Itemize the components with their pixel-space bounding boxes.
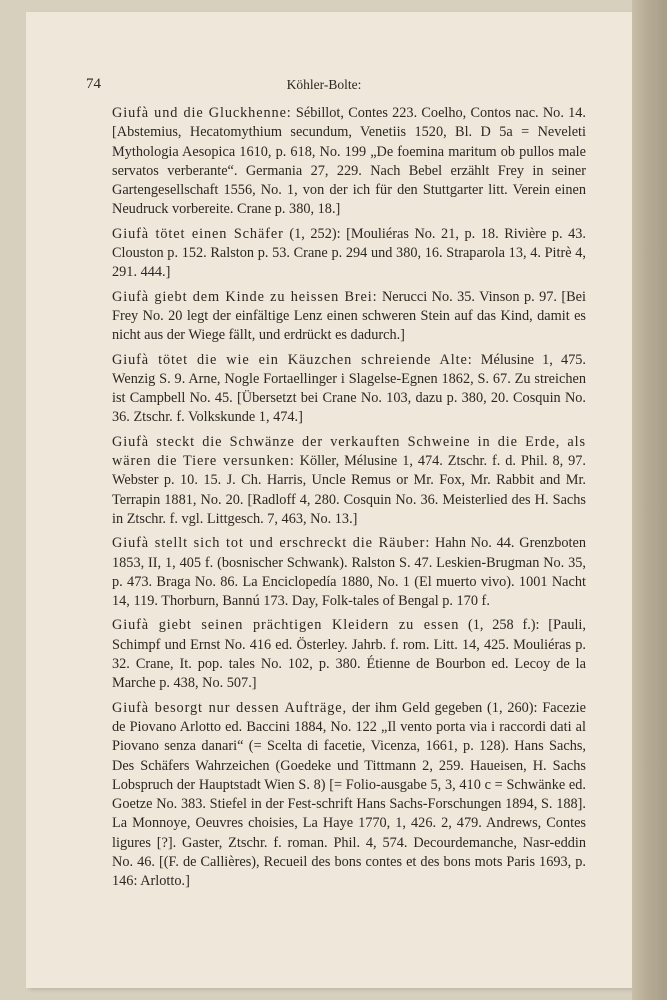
entry-kaeuzchen (112, 351, 586, 428)
entry-heading: Giufà steckt die Schwänze der verkauften Schweine in die Erde, als wären die Tiere versunken: (112, 433, 586, 470)
entry-gluckhenne (112, 104, 586, 220)
entry-text: Köller, Mélusine 1, 474. Ztschr. f. d. Phil. 8, 97. Webster p. 10. 15. J. Ch. Harris, Uncle Remus or Mr. Fox, Mr. Rabbit and Mr. Terrapin 1881, No. 20. [Radloff 4, 280. Cosquin No. 36. Meisterlied des H. Sachs in Ztschr. f. vgl. Littgesch. 7, 463, No. 13.] (112, 453, 586, 527)
entry-heading: Giufà besorgt nur dessen Aufträge, (112, 699, 348, 716)
page-number: 74 (86, 76, 101, 92)
entry-raeuber (112, 534, 586, 611)
entry-heading: Giufà giebt seinen prächtigen Kleidern zu essen (112, 617, 460, 634)
page-header (86, 76, 562, 96)
entry-text: Mélusine 1, 475. Wenzig S. 9. Arne, Nogle Fortaellinger i Slagelse-Egnen 1862, S. 67. Zu streichen ist Campbell No. 45. [Übersetzt bei Crane No. 103, dazu p. 380, 20. Cosquin No. 36. Ztschr. f. Volkskunde 1, 474.] (112, 351, 586, 426)
entry-text: Hahn No. 44. Grenzboten 1853, II, 1, 405 f. (bosnischer Schwank). Ralston S. 47. Leskien-Brugman No. 35, p. 473. Braga No. 86. La Enciclopedía 1880, No. 1 (El muerto vivo). 1001 Nacht 14, 119. Thorburn, Bannú 173. Day, Folk-tales of Bengal p. 170 f. (112, 535, 586, 610)
entry-text: der ihm Geld gegeben (1, 260): Facezie de Piovano Arlotto ed. Baccini 1884, No. 122 „Il vento porta via i raccordi dati al Piovano senza danari“ (= Scelta di facetie, Vicenza, 1661, p. 128). Hans Sachs, Des Schäfers Wahrzeichen (Goedeke und Tittmann 2, 259. Haueisen, H. Sachs Lobspruch der Hauptstadt Wien S. 8) [= Folio-ausgabe 5, 3, 410 c = Schwänke ed. Goetze No. 383. Stiefel in der Fest-schrift Hans Sachs-Forschungen 1894, S. 188]. La Monnoye, Oeuvres choisies, La Haye 1770, 1, 426. 2, 479. Andrews, Contes ligures [?]. Gaster, Ztschr. f. roman. Phil. 4, 574. Decourdemanche, Nasr-eddin No. 46. [(F. de Callières), Recueil des bons contes et des bons mots Paris 1693, p. 146: Arlotto.] (112, 699, 587, 890)
entry-heading: Giufà stellt sich tot und erschreckt die Räuber: (112, 535, 431, 552)
entry-text: Nerucci No. 35. Vinson p. 97. [Bei Frey No. 20 legt der einfältige Lenz einen schweren Stein auf das Kind, damit es nicht aus der Wiege fällt, und erdrückt es dadurch.] (112, 288, 586, 344)
entry-schaefer (112, 225, 586, 283)
entry-heading: Giufà und die Gluckhenne: (112, 105, 292, 121)
entry-brei (112, 288, 586, 346)
entry-heading: Giufà tötet die wie ein Käuzchen schreiende Alte: (112, 351, 473, 368)
entry-auftraege (112, 699, 586, 892)
entry-text: (1, 252): [Mouliéras No. 21, p. 18. Rivière p. 43. Clouston p. 152. Ralston p. 53. Crane p. 294 und 380, 16. Straparola 13, 4. Pitrè 4, 291. 444.] (112, 225, 587, 281)
running-title: Köhler-Bolte: (286, 77, 362, 92)
entry-heading: Giufà tötet einen Schäfer (112, 225, 284, 242)
entry-schweine (112, 433, 586, 529)
entry-heading: Giufà giebt dem Kinde zu heissen Brei: (112, 288, 378, 305)
entry-text: (1, 258 f.): [Pauli, Schimpf und Ernst No. 416 ed. Österley. Jahrb. f. rom. Litt. 14, 425. Mouliéras p. 32. Crane, It. pop. tales No. 102, p. 380. Étienne de Bourbon ed. Lecoy de la Marche p. 438, No. 507.] (112, 617, 586, 692)
entry-text: Sébillot, Contes 223. Coelho, Contos nac. No. 14. [Abstemius, Hecatomythium secundum, Venetiis 1520, Bl. D 5a = Neveleti Mythologia Aesopica 1610, p. 618, No. 199 „De foemina maritum ob pullos male servatos verberante“. Germania 27, 229. Nach Bebel erzählt Frey in seiner Gartengesellschaft 1556, No. 1, von der ich für den Stuttgarter litt. Verein einen Neudruck vorbereite. Crane p. 380, 18.] (112, 105, 586, 218)
entry-kleider (112, 616, 586, 693)
body-text (112, 104, 586, 897)
page-edge-shadow (632, 0, 667, 1000)
